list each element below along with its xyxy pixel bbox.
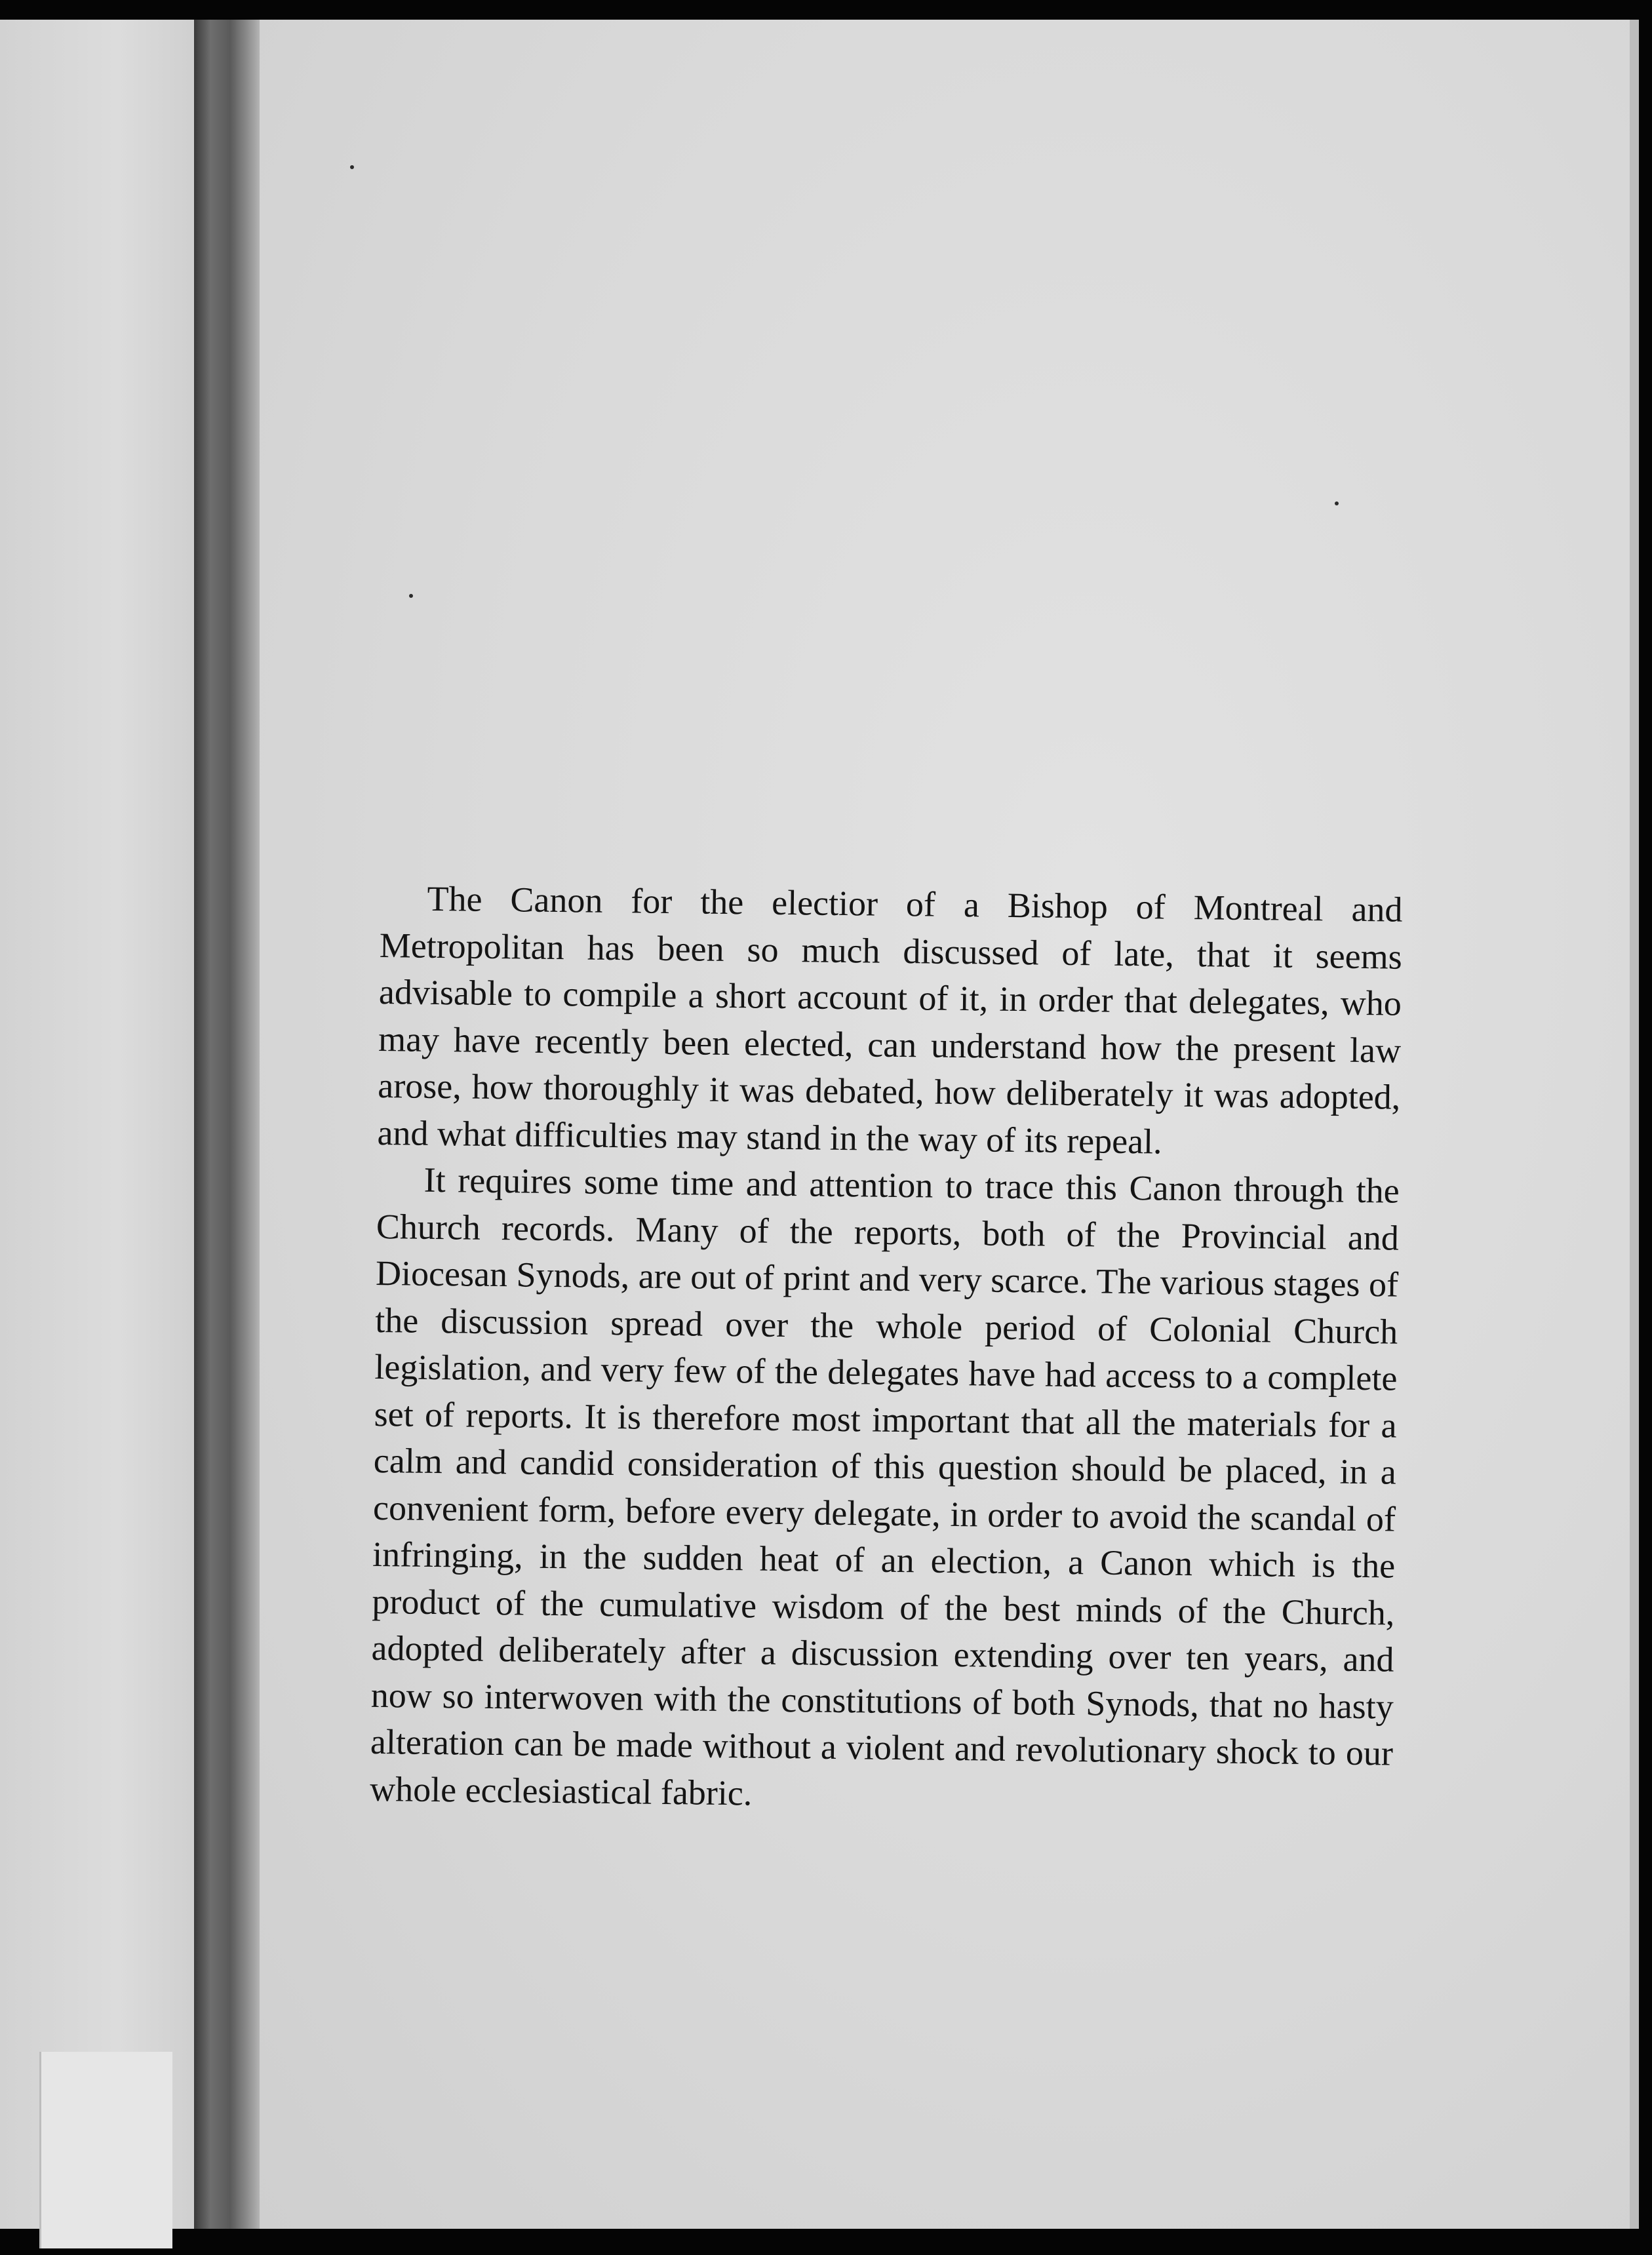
page-edge: [1630, 20, 1639, 2229]
binding-gutter: [194, 20, 260, 2229]
body-text: [370, 875, 1403, 1824]
ink-speck: [409, 594, 413, 598]
facing-page-fold: [39, 2052, 172, 2248]
ink-speck: [350, 165, 354, 169]
paragraph: It requires some time and attention to trace this Canon through the Church records. Many of the reports, both of the Provincial and Diocesan Synods, are out of print and very scarce. The various stages of the discussion spread over the whole period of Colonial Church legislation, and very few of the delegates have had access to a complete set of reports. It is therefore most important that all the materials for a calm and candid consideration of this question should be placed, in a convenient form, before every delegate, in order to avoid the scandal of infringing, in the sudden heat of an election, a Canon which is the product of the cumulative wisdom of the best minds of the Church, adopted deliberately after a discussion extending over ten years, and now so interwoven with the constitutions of both Synods, that no hasty alteration can be made without a violent and revolutionary shock to our whole ecclesiastical fabric.: [369, 1160, 1400, 1813]
facing-page: [0, 20, 197, 2229]
paragraph: The Canon for the electior of a Bishop of Montreal and Metropolitan has been so much discussed of late, that it seems advisable to compile a short account of it, in order that delegates, who may have recently been elected, can understand how the present law arose, how thoroughly it was debated, how deliberately it was adopted, and what difficulties may stand in the way of its repeal.: [377, 878, 1403, 1162]
ink-speck: [1335, 501, 1339, 505]
